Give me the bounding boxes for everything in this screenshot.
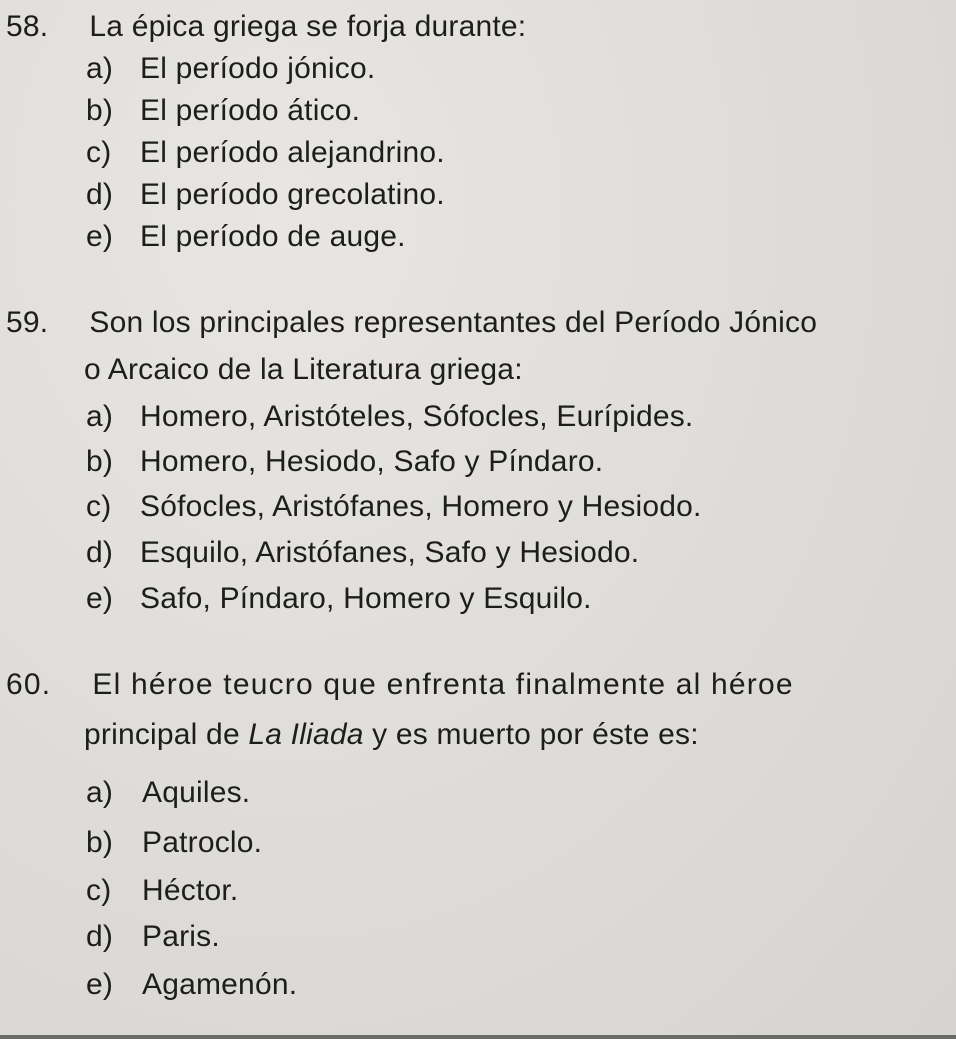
option-59-e bbox=[86, 584, 592, 614]
option-letter: d) bbox=[86, 920, 114, 953]
option-60-c bbox=[86, 876, 238, 906]
option-letter: b) bbox=[86, 826, 114, 859]
question-text-before: principal de bbox=[84, 718, 249, 751]
option-letter: a) bbox=[86, 776, 114, 809]
option-59-d bbox=[86, 538, 639, 568]
option-60-b bbox=[86, 828, 262, 858]
option-59-c bbox=[86, 492, 702, 522]
option-58-a bbox=[86, 54, 375, 84]
option-text: El período alejandrino. bbox=[140, 136, 445, 169]
option-letter: a) bbox=[86, 400, 114, 433]
question-60-stem-line-2 bbox=[84, 720, 699, 750]
option-60-a bbox=[86, 778, 250, 808]
option-letter: d) bbox=[86, 536, 114, 569]
question-text-after: y es muerto por éste es: bbox=[363, 718, 699, 751]
option-58-c bbox=[86, 138, 445, 168]
question-number: 59. bbox=[6, 306, 49, 339]
question-59-stem-line-1 bbox=[6, 308, 817, 338]
question-text: El héroe teucro que enfrenta finalmente al héroe bbox=[92, 668, 794, 701]
option-text: Esquilo, Aristófanes, Safo y Hesiodo. bbox=[140, 536, 640, 569]
option-60-d bbox=[86, 922, 220, 952]
question-number: 60. bbox=[6, 668, 52, 701]
page-bottom-edge bbox=[0, 1035, 956, 1039]
option-text: Agamenón. bbox=[142, 968, 298, 1001]
option-59-a bbox=[86, 402, 693, 432]
option-text: El período grecolatino. bbox=[140, 178, 445, 211]
option-text: Aquiles. bbox=[142, 776, 251, 809]
option-text: Héctor. bbox=[142, 874, 239, 907]
option-60-e bbox=[86, 970, 297, 1000]
option-letter: b) bbox=[86, 94, 114, 127]
option-text: Homero, Aristóteles, Sófocles, Eurípides. bbox=[140, 400, 694, 433]
option-58-d bbox=[86, 180, 445, 210]
option-text: El período ático. bbox=[140, 94, 361, 127]
question-text: Son los principales representantes del Período Jónico bbox=[89, 306, 818, 339]
question-text: La épica griega se forja durante: bbox=[89, 10, 527, 43]
book-title: La Iliada bbox=[248, 718, 364, 751]
option-text: Patroclo. bbox=[142, 826, 263, 859]
option-letter: b) bbox=[86, 445, 114, 478]
option-letter: e) bbox=[86, 582, 114, 615]
option-letter: c) bbox=[86, 136, 112, 169]
question-59-stem-line-2 bbox=[84, 355, 523, 385]
option-letter: c) bbox=[86, 874, 112, 907]
option-58-b bbox=[86, 96, 360, 126]
option-letter: e) bbox=[86, 968, 114, 1001]
question-58-stem bbox=[6, 12, 526, 42]
option-text: Paris. bbox=[142, 920, 220, 953]
option-text: El período jónico. bbox=[140, 52, 376, 85]
option-letter: e) bbox=[86, 220, 114, 253]
option-text: Sófocles, Aristófanes, Homero y Hesiodo. bbox=[140, 490, 702, 523]
option-59-b bbox=[86, 447, 603, 477]
option-letter: a) bbox=[86, 52, 114, 85]
question-60-stem-line-1 bbox=[6, 670, 794, 700]
option-text: Safo, Píndaro, Homero y Esquilo. bbox=[140, 582, 592, 615]
option-text: Homero, Hesiodo, Safo y Píndaro. bbox=[140, 445, 604, 478]
option-letter: c) bbox=[86, 490, 112, 523]
option-letter: d) bbox=[86, 178, 114, 211]
option-58-e bbox=[86, 222, 406, 252]
option-text: El período de auge. bbox=[140, 220, 406, 253]
question-number: 58. bbox=[6, 10, 49, 43]
question-text: o Arcaico de la Literatura griega: bbox=[84, 353, 523, 386]
